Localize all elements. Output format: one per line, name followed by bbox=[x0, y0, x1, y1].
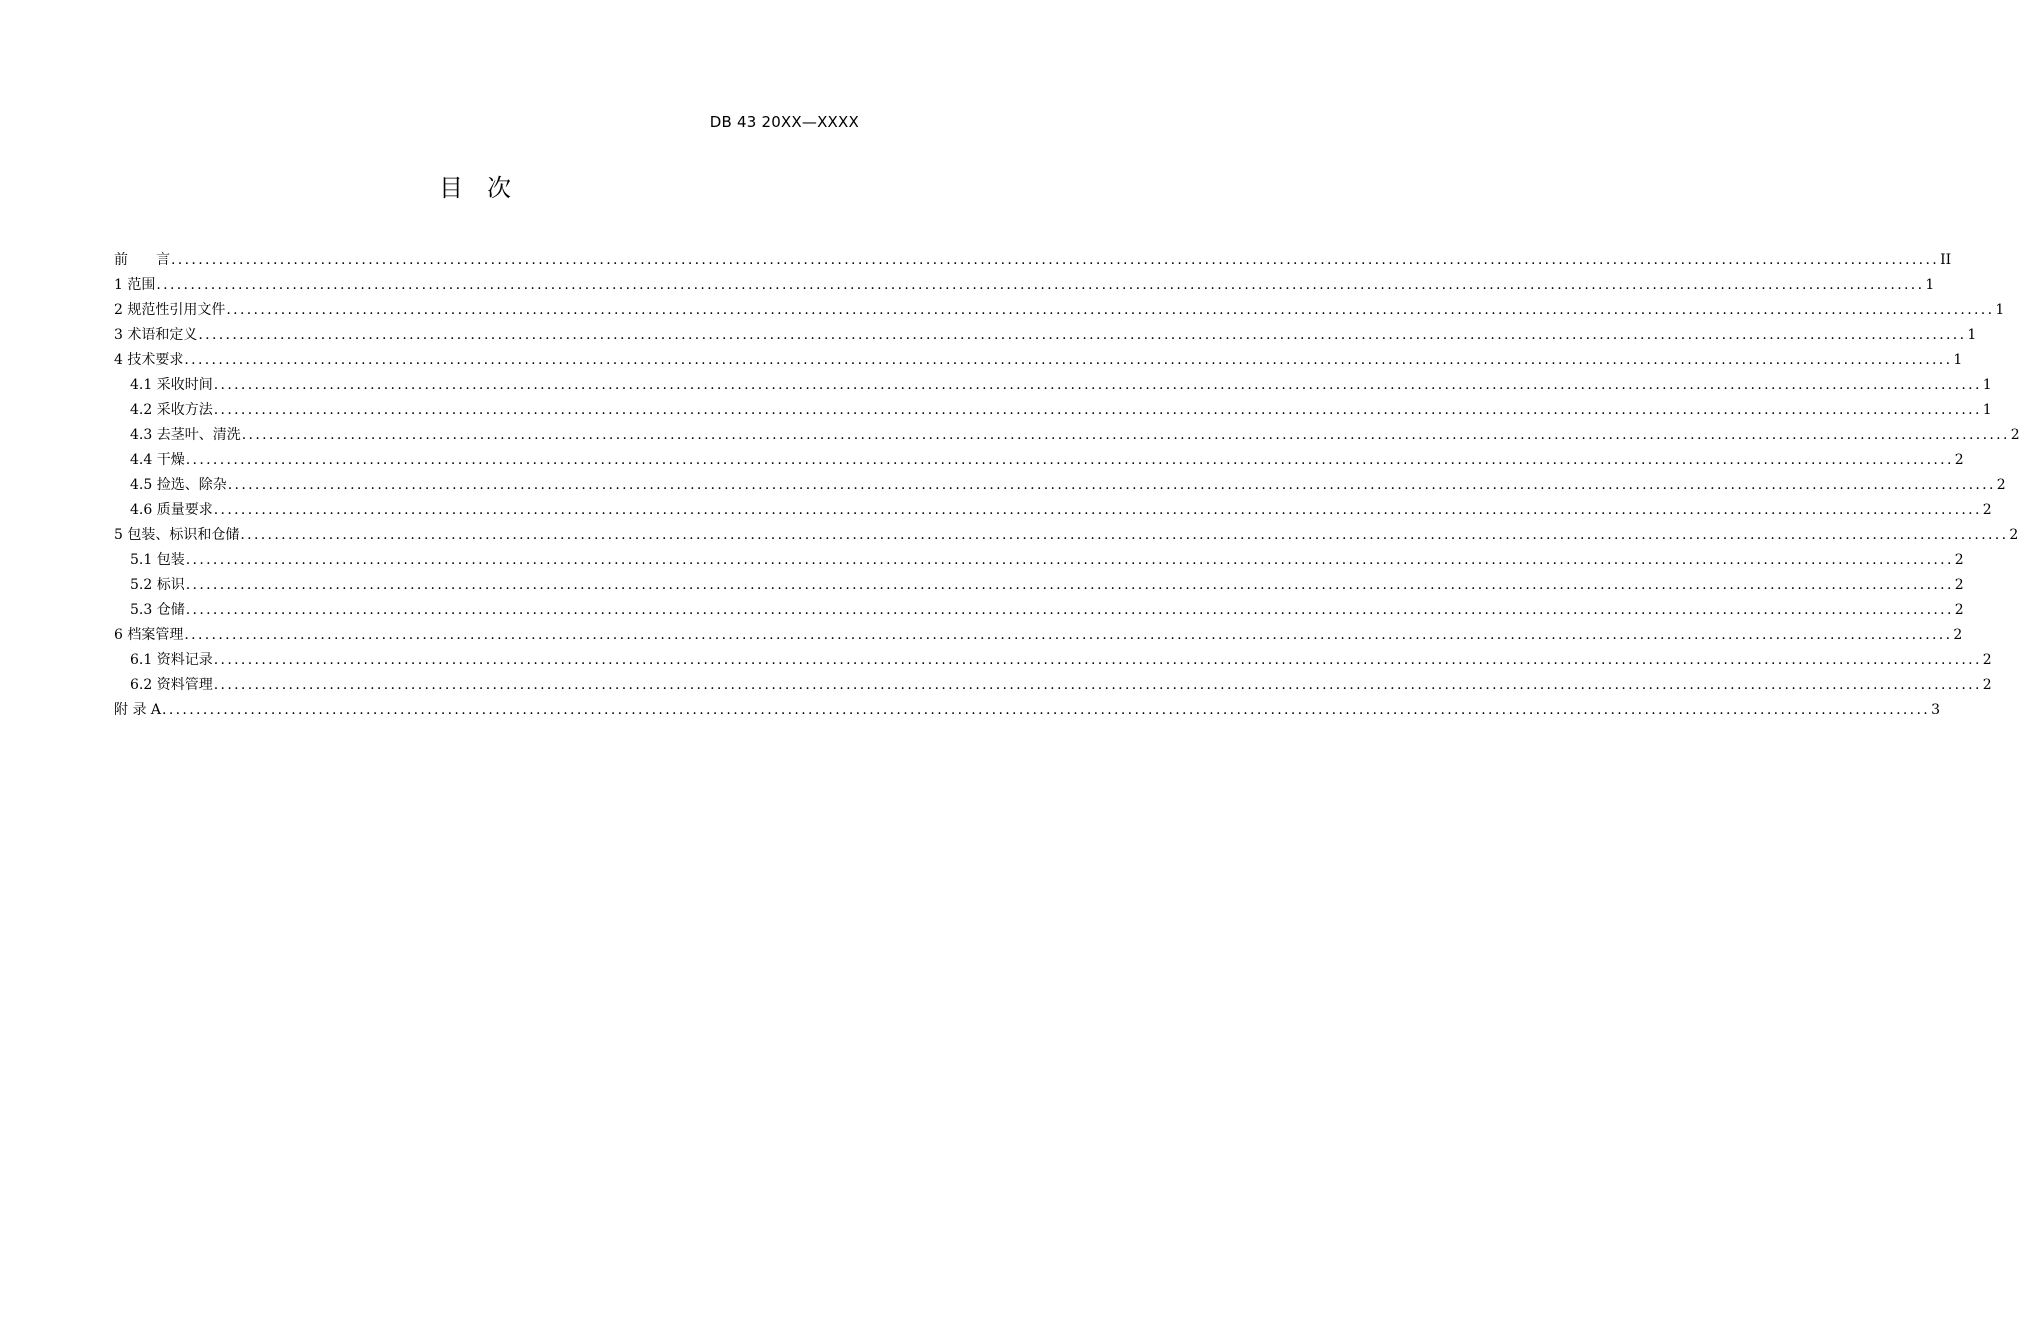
toc-dot-leader: .................................................................................................................................................................................................................................................................... bbox=[198, 327, 1967, 343]
toc-dot-leader: .................................................................................................................................................................................................................................................................... bbox=[213, 377, 1982, 393]
toc-entry-label: 5 包装、标识和仓储 bbox=[114, 527, 240, 543]
toc-dot-leader: .................................................................................................................................................................................................................................................................... bbox=[185, 552, 1954, 568]
toc-entry-label: 1 范围 bbox=[114, 277, 156, 293]
toc-entry-page-number: 2 bbox=[1982, 677, 1992, 693]
toc-entry[interactable] bbox=[114, 273, 1935, 298]
toc-entry[interactable] bbox=[114, 423, 2020, 448]
toc-entry[interactable] bbox=[114, 373, 1992, 398]
toc-dot-leader: .................................................................................................................................................................................................................................................................... bbox=[184, 627, 1953, 643]
toc-entry-page-number: 1 bbox=[1982, 377, 1992, 393]
toc-dot-leader: .................................................................................................................................................................................................................................................................... bbox=[241, 427, 2010, 443]
toc-entry-page-number: 3 bbox=[1931, 702, 1940, 718]
toc-entry[interactable] bbox=[114, 298, 2005, 323]
toc-entry[interactable] bbox=[114, 398, 1992, 423]
toc-entry-label: 4.3 去茎叶、清洗 bbox=[130, 427, 241, 443]
toc-entry[interactable] bbox=[114, 348, 1963, 373]
toc-entry-page-number: 2 bbox=[1953, 627, 1963, 643]
toc-dot-leader: .................................................................................................................................................................................................................................................................... bbox=[171, 252, 1940, 268]
toc-entry-label: 附 录 A bbox=[114, 702, 162, 718]
toc-entry-page-number: 1 bbox=[1995, 302, 2005, 318]
toc-entry-page-number: 1 bbox=[1953, 352, 1963, 368]
toc-title-char-2: 次 bbox=[487, 174, 511, 202]
toc-entry[interactable] bbox=[114, 673, 1992, 698]
toc-dot-leader: .................................................................................................................................................................................................................................................................... bbox=[185, 452, 1954, 468]
toc-entry-label: 4.1 采收时间 bbox=[130, 377, 213, 393]
toc-dot-leader: .................................................................................................................................................................................................................................................................... bbox=[185, 602, 1954, 618]
toc-entry-page-number: II bbox=[1940, 252, 1952, 268]
toc-entry-label: 4 技术要求 bbox=[114, 352, 184, 368]
toc-dot-leader: .................................................................................................................................................................................................................................................................... bbox=[156, 277, 1925, 293]
toc-entry-label: 4.5 捡选、除杂 bbox=[130, 477, 227, 493]
toc-entry-label: 4.6 质量要求 bbox=[130, 502, 213, 518]
toc-entry-page-number: 1 bbox=[1925, 277, 1935, 293]
toc-entry[interactable] bbox=[114, 573, 1964, 598]
document-code: DB 43 20XX—XXXX bbox=[709, 113, 859, 131]
toc-entry-label: 5.1 包装 bbox=[130, 552, 185, 568]
toc-entry[interactable] bbox=[114, 598, 1964, 623]
toc-dot-leader: .................................................................................................................................................................................................................................................................... bbox=[227, 477, 1996, 493]
toc-dot-leader: .................................................................................................................................................................................................................................................................... bbox=[240, 527, 2009, 543]
toc-entry[interactable] bbox=[114, 323, 1977, 348]
toc-entry-page-number: 2 bbox=[2009, 527, 2019, 543]
toc-entry-label: 6.2 资料管理 bbox=[130, 677, 213, 693]
toc-entry-label: 3 术语和定义 bbox=[114, 327, 198, 343]
toc-entry-page-number: 2 bbox=[1954, 452, 1964, 468]
toc-entry-page-number: 2 bbox=[1954, 602, 1964, 618]
toc-dot-leader: .................................................................................................................................................................................................................................................................... bbox=[213, 402, 1982, 418]
toc-dot-leader: .................................................................................................................................................................................................................................................................... bbox=[213, 677, 1982, 693]
toc-entry-label: 前 言 bbox=[114, 252, 170, 268]
toc-entry[interactable] bbox=[114, 523, 2019, 548]
toc-entry-page-number: 2 bbox=[2010, 427, 2020, 443]
toc-entry[interactable] bbox=[114, 448, 1964, 473]
toc-dot-leader: .................................................................................................................................................................................................................................................................... bbox=[185, 577, 1954, 593]
toc-title-char-1: 目 bbox=[439, 174, 463, 202]
toc-entry[interactable] bbox=[114, 248, 1952, 273]
toc-entry-label: 4.4 干燥 bbox=[130, 452, 185, 468]
toc-entry-page-number: 2 bbox=[1982, 502, 1992, 518]
toc-entry[interactable] bbox=[114, 548, 1964, 573]
table-of-contents bbox=[114, 248, 2020, 723]
toc-entry-label: 5.2 标识 bbox=[130, 577, 185, 593]
toc-dot-leader: .................................................................................................................................................................................................................................................................... bbox=[213, 652, 1982, 668]
toc-entry[interactable] bbox=[114, 473, 2006, 498]
toc-entry-label: 2 规范性引用文件 bbox=[114, 302, 226, 318]
toc-entry-page-number: 2 bbox=[1954, 577, 1964, 593]
toc-entry-page-number: 2 bbox=[1954, 552, 1964, 568]
toc-entry-label: 5.3 仓储 bbox=[130, 602, 185, 618]
toc-dot-leader: .................................................................................................................................................................................................................................................................... bbox=[226, 302, 1995, 318]
toc-entry-label: 4.2 采收方法 bbox=[130, 402, 213, 418]
toc-dot-leader: .................................................................................................................................................................................................................................................................... bbox=[184, 352, 1953, 368]
toc-entry-label: 6.1 资料记录 bbox=[130, 652, 213, 668]
toc-entry[interactable] bbox=[114, 648, 1992, 673]
toc-dot-leader: .................................................................................................................................................................................................................................................................... bbox=[213, 502, 1982, 518]
toc-entry[interactable] bbox=[114, 623, 1963, 648]
toc-entry-page-number: 2 bbox=[1982, 652, 1992, 668]
toc-entry-page-number: 1 bbox=[1967, 327, 1977, 343]
toc-entry[interactable] bbox=[114, 698, 1940, 723]
toc-entry-label: 6 档案管理 bbox=[114, 627, 184, 643]
toc-entry[interactable] bbox=[114, 498, 1992, 523]
toc-dot-leader: .................................................................................................................................................................................................................................................................... bbox=[162, 702, 1931, 718]
toc-entry-page-number: 1 bbox=[1982, 402, 1992, 418]
toc-title bbox=[0, 168, 950, 203]
toc-entry-page-number: 2 bbox=[1996, 477, 2006, 493]
